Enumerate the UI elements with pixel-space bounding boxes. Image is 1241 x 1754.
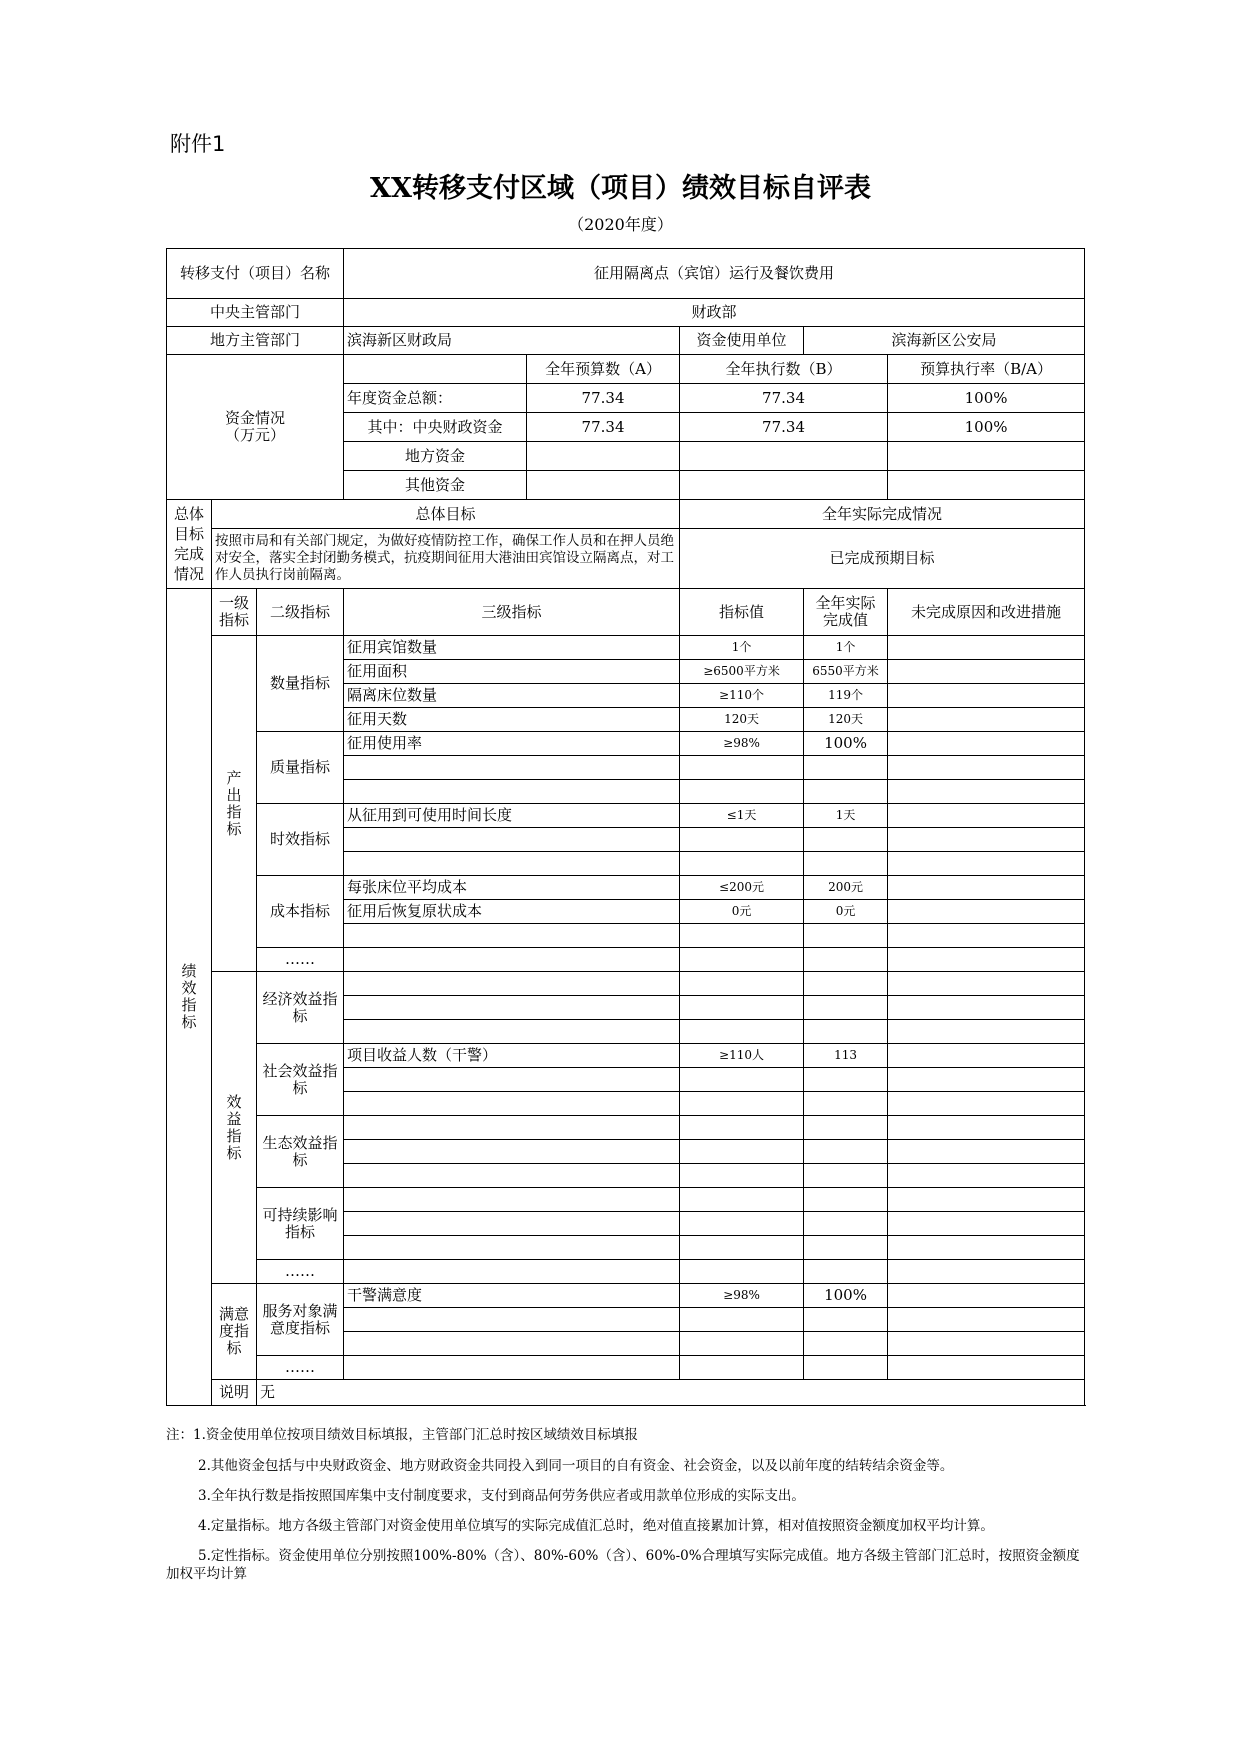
evaluation-table xyxy=(166,248,1085,1406)
indicator-target xyxy=(680,1332,804,1356)
indicator-actual xyxy=(804,1332,888,1356)
sustainable-indicator-label: 可持续影响指标 xyxy=(257,1188,344,1260)
note-3: 3.全年执行数是指按照国库集中支付制度要求，支付到商品何劳务供应者或用款单位形成的实际支出。 xyxy=(198,1488,805,1504)
indicator-reason xyxy=(888,1164,1085,1188)
indicator-target xyxy=(680,852,804,876)
indicator-target xyxy=(680,1068,804,1092)
fund-unit-label: 资金使用单位 xyxy=(680,327,804,355)
indicator-name: 项目收益人数（干警） xyxy=(344,1044,680,1068)
indicator-reason xyxy=(888,1044,1085,1068)
indicator-target xyxy=(680,1020,804,1044)
indicator-actual xyxy=(804,780,888,804)
indicator-reason xyxy=(888,1116,1085,1140)
indicator-name xyxy=(344,1236,680,1260)
funds-row-label: 其他资金 xyxy=(344,471,527,500)
funds-row-executed xyxy=(680,471,888,500)
indicator-name xyxy=(344,1212,680,1236)
indicator-actual xyxy=(804,756,888,780)
overall-label: 总体目标完成情况 xyxy=(167,500,212,589)
indicator-target xyxy=(680,1212,804,1236)
indicator-target: 1个 xyxy=(680,636,804,660)
indicator-actual xyxy=(804,1308,888,1332)
indicators-label: 绩效指标 xyxy=(167,589,212,1406)
social-indicator-label: 社会效益指标 xyxy=(257,1044,344,1116)
indicator-name: 征用天数 xyxy=(344,708,680,732)
central-dept-value: 财政部 xyxy=(344,299,1085,327)
indicator-target: ≥98% xyxy=(680,1284,804,1308)
funds-label xyxy=(167,355,344,500)
indicator-name: 隔离床位数量 xyxy=(344,684,680,708)
funds-header-blank xyxy=(344,355,527,384)
indicator-target xyxy=(680,948,804,972)
indicator-reason xyxy=(888,924,1085,948)
indicator-reason xyxy=(888,1284,1085,1308)
indicator-target xyxy=(680,972,804,996)
indicator-reason xyxy=(888,1332,1085,1356)
indicator-reason xyxy=(888,1020,1085,1044)
indicator-actual xyxy=(804,1140,888,1164)
indicator-name xyxy=(344,1116,680,1140)
output-ellipsis: …… xyxy=(257,948,344,972)
indicator-reason xyxy=(888,876,1085,900)
satisfaction-indicator-label: 满意度指标 xyxy=(212,1284,257,1380)
indicator-actual xyxy=(804,996,888,1020)
indicator-name xyxy=(344,828,680,852)
indicator-target xyxy=(680,1164,804,1188)
indicator-reason xyxy=(888,1068,1085,1092)
indicator-target xyxy=(680,756,804,780)
indicator-name xyxy=(344,1140,680,1164)
indicator-target xyxy=(680,828,804,852)
indicator-name xyxy=(344,972,680,996)
funds-row-budget xyxy=(527,471,680,500)
quality-indicator-label: 质量指标 xyxy=(257,732,344,804)
indicator-actual xyxy=(804,1164,888,1188)
attachment-label: 附件1 xyxy=(170,132,226,156)
overall-target-text: 按照市局和有关部门规定，为做好疫情防控工作，确保工作人员和在押人员绝对安全，落实全封闭勤务模式，抗疫期间征用大港油田宾馆设立隔离点，对工作人员执行岗前隔离。 xyxy=(212,529,680,589)
indicator-target xyxy=(680,1236,804,1260)
indicator-name xyxy=(344,1356,680,1380)
service-satisfaction-label: 服务对象满意度指标 xyxy=(257,1284,344,1356)
indicator-reason xyxy=(888,1188,1085,1212)
funds-row-label: 年度资金总额： xyxy=(344,384,527,413)
ecological-indicator-label: 生态效益指标 xyxy=(257,1116,344,1188)
note-4: 4.定量指标。地方各级主管部门对资金使用单位填写的实际完成值汇总时，绝对值直接累加计算，相对值按照资金额度加权平均计算。 xyxy=(198,1518,994,1534)
funds-row-executed: 77.34 xyxy=(680,413,888,442)
indicator-actual xyxy=(804,828,888,852)
indicator-name xyxy=(344,1188,680,1212)
funds-row-executed xyxy=(680,442,888,471)
indicator-target: ≥6500平方米 xyxy=(680,660,804,684)
indicator-reason xyxy=(888,1212,1085,1236)
indicator-reason xyxy=(888,828,1085,852)
indicator-reason xyxy=(888,708,1085,732)
header-actual: 全年实际完成值 xyxy=(804,589,888,636)
overall-target-header: 总体目标 xyxy=(212,500,680,529)
funds-row-budget: 77.34 xyxy=(527,413,680,442)
funds-header-budget: 全年预算数（A） xyxy=(527,355,680,384)
remark-label: 说明 xyxy=(212,1380,257,1406)
indicator-reason xyxy=(888,684,1085,708)
indicator-reason xyxy=(888,1092,1085,1116)
funds-row-label: 地方资金 xyxy=(344,442,527,471)
output-indicator-label: 产出指标 xyxy=(212,636,257,972)
indicator-reason xyxy=(888,1236,1085,1260)
economic-indicator-label: 经济效益指标 xyxy=(257,972,344,1044)
indicator-name xyxy=(344,996,680,1020)
notes xyxy=(166,1426,1086,1595)
indicator-reason xyxy=(888,636,1085,660)
indicator-target xyxy=(680,996,804,1020)
indicator-actual: 200元 xyxy=(804,876,888,900)
indicator-actual xyxy=(804,1356,888,1380)
funds-header-executed: 全年执行数（B） xyxy=(680,355,888,384)
funds-label-line2: （万元） xyxy=(225,426,286,444)
indicator-name xyxy=(344,780,680,804)
local-dept-label: 地方主管部门 xyxy=(167,327,344,355)
central-dept-label: 中央主管部门 xyxy=(167,299,344,327)
funds-header-rate: 预算执行率（B/A） xyxy=(888,355,1085,384)
header-level2: 二级指标 xyxy=(257,589,344,636)
indicator-name: 征用使用率 xyxy=(344,732,680,756)
indicator-actual xyxy=(804,924,888,948)
indicator-target: ≥98% xyxy=(680,732,804,756)
indicator-target: ≤200元 xyxy=(680,876,804,900)
indicator-target xyxy=(680,1308,804,1332)
indicator-name xyxy=(344,756,680,780)
indicator-actual xyxy=(804,1212,888,1236)
fund-unit-value: 滨海新区公安局 xyxy=(804,327,1085,355)
indicator-reason xyxy=(888,852,1085,876)
indicator-actual: 120天 xyxy=(804,708,888,732)
header-level1: 一级指标 xyxy=(212,589,257,636)
indicator-actual xyxy=(804,1236,888,1260)
indicator-actual xyxy=(804,1068,888,1092)
indicator-actual xyxy=(804,1260,888,1284)
indicator-target xyxy=(680,1188,804,1212)
report-year: （2020年度） xyxy=(568,215,673,234)
indicator-name xyxy=(344,1020,680,1044)
indicator-actual: 100% xyxy=(804,732,888,756)
indicator-actual xyxy=(804,1020,888,1044)
indicator-target xyxy=(680,1260,804,1284)
indicator-name xyxy=(344,1308,680,1332)
indicator-reason xyxy=(888,948,1085,972)
project-name-label: 转移支付（项目）名称 xyxy=(167,249,344,299)
indicator-reason xyxy=(888,1308,1085,1332)
indicator-target: 120天 xyxy=(680,708,804,732)
funds-row-rate: 100% xyxy=(888,413,1085,442)
timeliness-indicator-label: 时效指标 xyxy=(257,804,344,876)
indicator-name: 干警满意度 xyxy=(344,1284,680,1308)
indicator-name: 征用面积 xyxy=(344,660,680,684)
funds-label-line1: 资金情况 xyxy=(225,409,286,427)
funds-row-executed: 77.34 xyxy=(680,384,888,413)
indicator-actual xyxy=(804,1092,888,1116)
overall-actual-text: 已完成预期目标 xyxy=(680,529,1085,589)
indicator-name xyxy=(344,1092,680,1116)
header-reason: 未完成原因和改进措施 xyxy=(888,589,1085,636)
funds-row-rate xyxy=(888,471,1085,500)
indicator-target xyxy=(680,924,804,948)
indicator-reason xyxy=(888,1140,1085,1164)
indicator-reason xyxy=(888,1356,1085,1380)
indicator-actual: 113 xyxy=(804,1044,888,1068)
indicator-name xyxy=(344,1332,680,1356)
indicator-reason xyxy=(888,660,1085,684)
indicator-actual: 100% xyxy=(804,1284,888,1308)
indicator-actual xyxy=(804,1188,888,1212)
indicator-target xyxy=(680,1140,804,1164)
header-level3: 三级指标 xyxy=(344,589,680,636)
indicator-reason xyxy=(888,756,1085,780)
indicator-reason xyxy=(888,1260,1085,1284)
indicator-reason xyxy=(888,900,1085,924)
indicator-target: 0元 xyxy=(680,900,804,924)
indicator-target xyxy=(680,1116,804,1140)
indicator-actual: 1个 xyxy=(804,636,888,660)
indicator-target: ≤1天 xyxy=(680,804,804,828)
indicator-reason xyxy=(888,780,1085,804)
indicator-name xyxy=(344,852,680,876)
project-name-value: 征用隔离点（宾馆）运行及餐饮费用 xyxy=(344,249,1085,299)
header-target: 指标值 xyxy=(680,589,804,636)
indicator-name: 从征用到可使用时间长度 xyxy=(344,804,680,828)
indicator-name: 每张床位平均成本 xyxy=(344,876,680,900)
note-1: 注：1.资金使用单位按项目绩效目标填报，主管部门汇总时按区域绩效目标填报 xyxy=(166,1427,638,1443)
note-2: 2.其他资金包括与中央财政资金、地方财政资金共同投入到同一项目的自有资金、社会资金，以及以前年度的结转结余资金等。 xyxy=(198,1458,954,1474)
funds-row-budget xyxy=(527,442,680,471)
quantity-indicator-label: 数量指标 xyxy=(257,636,344,732)
funds-row-rate xyxy=(888,442,1085,471)
note-5: 5.定性指标。资金使用单位分别按照100%-80%（含）、80%-60%（含）、60%-0%合理填写实际完成值。地方各级主管部门汇总时，按照资金额度加权平均计算 xyxy=(166,1548,1080,1582)
page-title: XX转移支付区域（项目）绩效目标自评表 xyxy=(370,173,871,204)
indicator-target: ≥110人 xyxy=(680,1044,804,1068)
remark-value: 无 xyxy=(257,1380,1085,1406)
indicator-name xyxy=(344,1164,680,1188)
indicator-reason xyxy=(888,996,1085,1020)
indicator-actual xyxy=(804,972,888,996)
indicator-name: 征用后恢复原状成本 xyxy=(344,900,680,924)
indicator-target xyxy=(680,780,804,804)
indicator-actual xyxy=(804,1116,888,1140)
indicator-name: 征用宾馆数量 xyxy=(344,636,680,660)
indicator-target xyxy=(680,1356,804,1380)
satisfaction-ellipsis: …… xyxy=(257,1356,344,1380)
indicator-name xyxy=(344,948,680,972)
indicator-target: ≥110个 xyxy=(680,684,804,708)
indicator-actual xyxy=(804,948,888,972)
indicator-name xyxy=(344,1068,680,1092)
benefit-indicator-label: 效益指标 xyxy=(212,972,257,1284)
indicator-actual xyxy=(804,852,888,876)
funds-row-budget: 77.34 xyxy=(527,384,680,413)
indicator-reason xyxy=(888,732,1085,756)
funds-row-rate: 100% xyxy=(888,384,1085,413)
indicator-actual: 6550平方米 xyxy=(804,660,888,684)
indicator-actual: 119个 xyxy=(804,684,888,708)
funds-row-label: 其中：中央财政资金 xyxy=(344,413,527,442)
cost-indicator-label: 成本指标 xyxy=(257,876,344,948)
indicator-reason xyxy=(888,972,1085,996)
indicator-reason xyxy=(888,804,1085,828)
indicator-actual: 1天 xyxy=(804,804,888,828)
indicator-name xyxy=(344,1260,680,1284)
indicator-target xyxy=(680,1092,804,1116)
indicator-actual: 0元 xyxy=(804,900,888,924)
overall-actual-header: 全年实际完成情况 xyxy=(680,500,1085,529)
local-dept-value: 滨海新区财政局 xyxy=(344,327,680,355)
benefit-ellipsis: …… xyxy=(257,1260,344,1284)
indicator-name xyxy=(344,924,680,948)
